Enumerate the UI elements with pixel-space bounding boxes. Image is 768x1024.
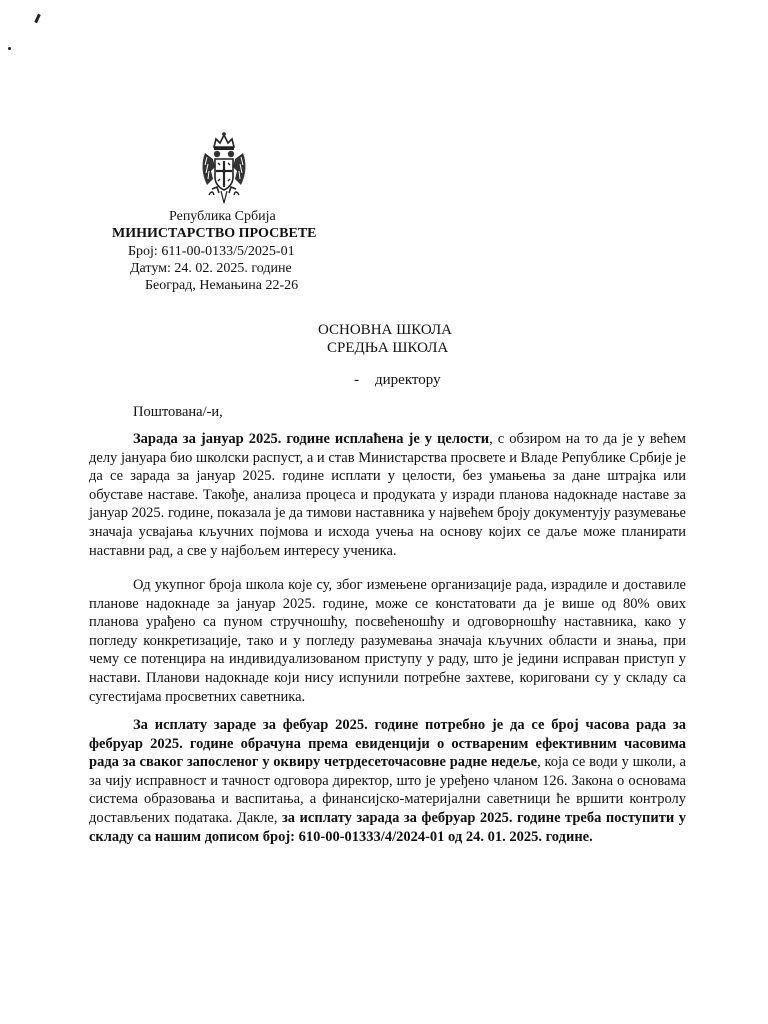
paragraph-3-text: , која се води у школи, а за чију исправност и тачност одговора директор, што је уређено чланом 126. Закона о основама система образовања и васпитања, а финансијско-материјални саветници ће вршити контролу достављених података. Дакле, bbox=[89, 754, 686, 826]
recipient-secondary-school: СРЕДЊА ШКОЛА bbox=[327, 340, 449, 356]
recipient-primary-school: ОСНОВНА ШКОЛА bbox=[318, 322, 452, 338]
coat-of-arms-icon bbox=[199, 131, 249, 207]
paragraph-1-text: , с обзиром на то да је у већем делу јануара био школски распуст, а и став Министарства просвете и Владе Републике Србије је да се зарада за јануар 2025. године исплати у целости, без умањења за дане штрајка или обуставе наставе. Такође, анализа процеса и продуката у изради планова надокнаде наставе за јануар 2025. године, показала је да тимови наставника у највећем броју документују разумевање значаја усвајања кључних појмова и исхода учења на основу којих се даље може планирати наставни рад, а све у најбољем интересу ученика. bbox=[89, 431, 686, 559]
recipient-dash: - bbox=[354, 372, 359, 388]
ministry-name: МИНИСТАРСТВО ПРОСВЕТЕ bbox=[112, 226, 317, 241]
paragraph-january-salary bbox=[89, 430, 686, 560]
paragraph-1-bold: Зарада за јануар 2025. године исплаћена је у целости bbox=[133, 431, 490, 447]
paragraph-compensation-plans bbox=[89, 576, 686, 706]
republic-name: Република Србија bbox=[169, 209, 276, 224]
recipient-role-label: директору bbox=[375, 372, 441, 388]
ministry-address: Београд, Немањина 22-26 bbox=[145, 278, 299, 293]
scan-mark bbox=[34, 14, 41, 23]
document-number: Број: 611-00-0133/5/2025-01 bbox=[128, 244, 295, 259]
greeting: Поштована/-и, bbox=[133, 404, 223, 420]
scan-dot bbox=[8, 47, 11, 50]
paragraph-february-salary bbox=[89, 716, 686, 846]
document-date: Датум: 24. 02. 2025. године bbox=[130, 261, 292, 276]
paragraph-3-bold-2: за исплату зарада за фебруар 2025. године треба поступити у складу са нашим дописом број: 610-00-01333/4/2024-01 од 24. 01. 2025. године. bbox=[89, 809, 686, 845]
paragraph-2-text: Од укупног броја школа које су, због измењене организације рада, израдиле и доставиле планове надокнаде за јануар 2025. године, може се констатовати да је више од 80% ових планова урађено са пуном стручношћу, посвећеношћу и одговорношћу наставника, како у погледу конкретизације, тако и у погледу разумевања значаја кључних области и знања, при чему се потенцира на индивидуализованом приступу у раду, што је једини исправан приступ у настави. Планови надокнаде који нису испунили потребне захтеве, кориговани су у складу са сугестијама просветних саветника. bbox=[89, 577, 686, 705]
recipient-role bbox=[354, 371, 441, 389]
paragraph-3-bold-1: За исплату зараде за фебуар 2025. године потребно је да се број часова рада за фебруар 2025. године обрачуна према евиденцији о оствареним ефективним часовима рада за сваког запосленог у оквиру четрдесеточасовне радне недеље bbox=[89, 717, 686, 771]
